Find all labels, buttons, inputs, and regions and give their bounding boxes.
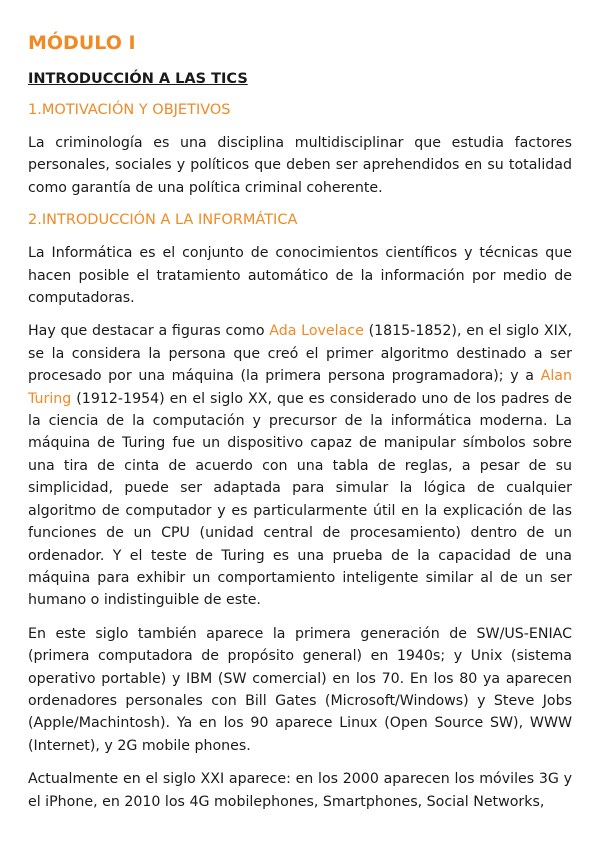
paragraph-generations: En este siglo también aparece la primera generación de SW/US-ENIAC (primera computadora de propósito general) en 1940s; y Unix (sistema operativo portable) y IBM (SW comercial) en los 70. En los 80 ya aparecen ordenadores personales con Bill Gates (Microsoft/Windows) y Steve Jobs (Apple/Machintosh). Ya en los 90 aparece Linux (Open Source SW), WWW (Internet), y 2G mobile phones.: [28, 625, 572, 754]
paragraph-text: (1912-1954) en el siglo XX, que es considerado uno de los padres de la ciencia de la computación y precursor de la informática moderna. La máquina de Turing fue un dispositivo capaz de manipular símbolos sobre una tira de cinta de acuerdo con una tabla de reglas, a pesar de su simplicidad, puede ser adaptada para simular la lógica de cualquier algoritmo de computador y es particularmente útil en la explicación de las funciones de un CPU (unidad central de procesamiento) dentro de un ordenador. Y el teste de Turing es una prueba de la capacidad de una máquina para exhibir un comportamiento inteligente similar al de un ser humano o indistinguible de este.: [28, 390, 572, 609]
section-heading-motivation: 1.MOTIVACIÓN Y OBJETIVOS: [28, 102, 231, 118]
intro-title: INTRODUCCIÓN A LAS TICS: [28, 71, 248, 87]
paragraph-historical-figures: [28, 320, 572, 611]
document-page: [28, 30, 572, 824]
paragraph-text: Hay que destacar a figuras como: [28, 323, 270, 340]
section-heading-informatics: 2.INTRODUCCIÓN A LA INFORMÁTICA: [28, 212, 298, 229]
paragraph-informatics-definition: La Informática es el conjunto de conocimientos científicos y técnicas que hacen posible el tratamiento automático de la información por medio de computadoras.: [28, 245, 572, 307]
link-alan-turing[interactable]: Alan Turing: [28, 368, 572, 407]
module-title: MÓDULO I: [28, 32, 136, 54]
paragraph-criminology: La criminología es una disciplina multidisciplinar que estudia factores personales, sociales y políticos que deben ser aprehendidos en su totalidad como garantía de una política criminal coherente.: [28, 135, 572, 196]
paragraph-current-century: Actualmente en el siglo XXI aparece: en los 2000 aparecen los móviles 3G y el iPhone, en 2010 los 4G mobilephones, Smartphones, Social Networks,: [28, 771, 572, 810]
paragraph-text: (1815-1852), en el siglo XIX, se la considera la persona que creó el primer algoritmo destinado a ser procesado por una máquina (la primera persona programadora); y a: [28, 323, 572, 385]
link-ada-lovelace[interactable]: Ada Lovelace: [269, 323, 364, 340]
